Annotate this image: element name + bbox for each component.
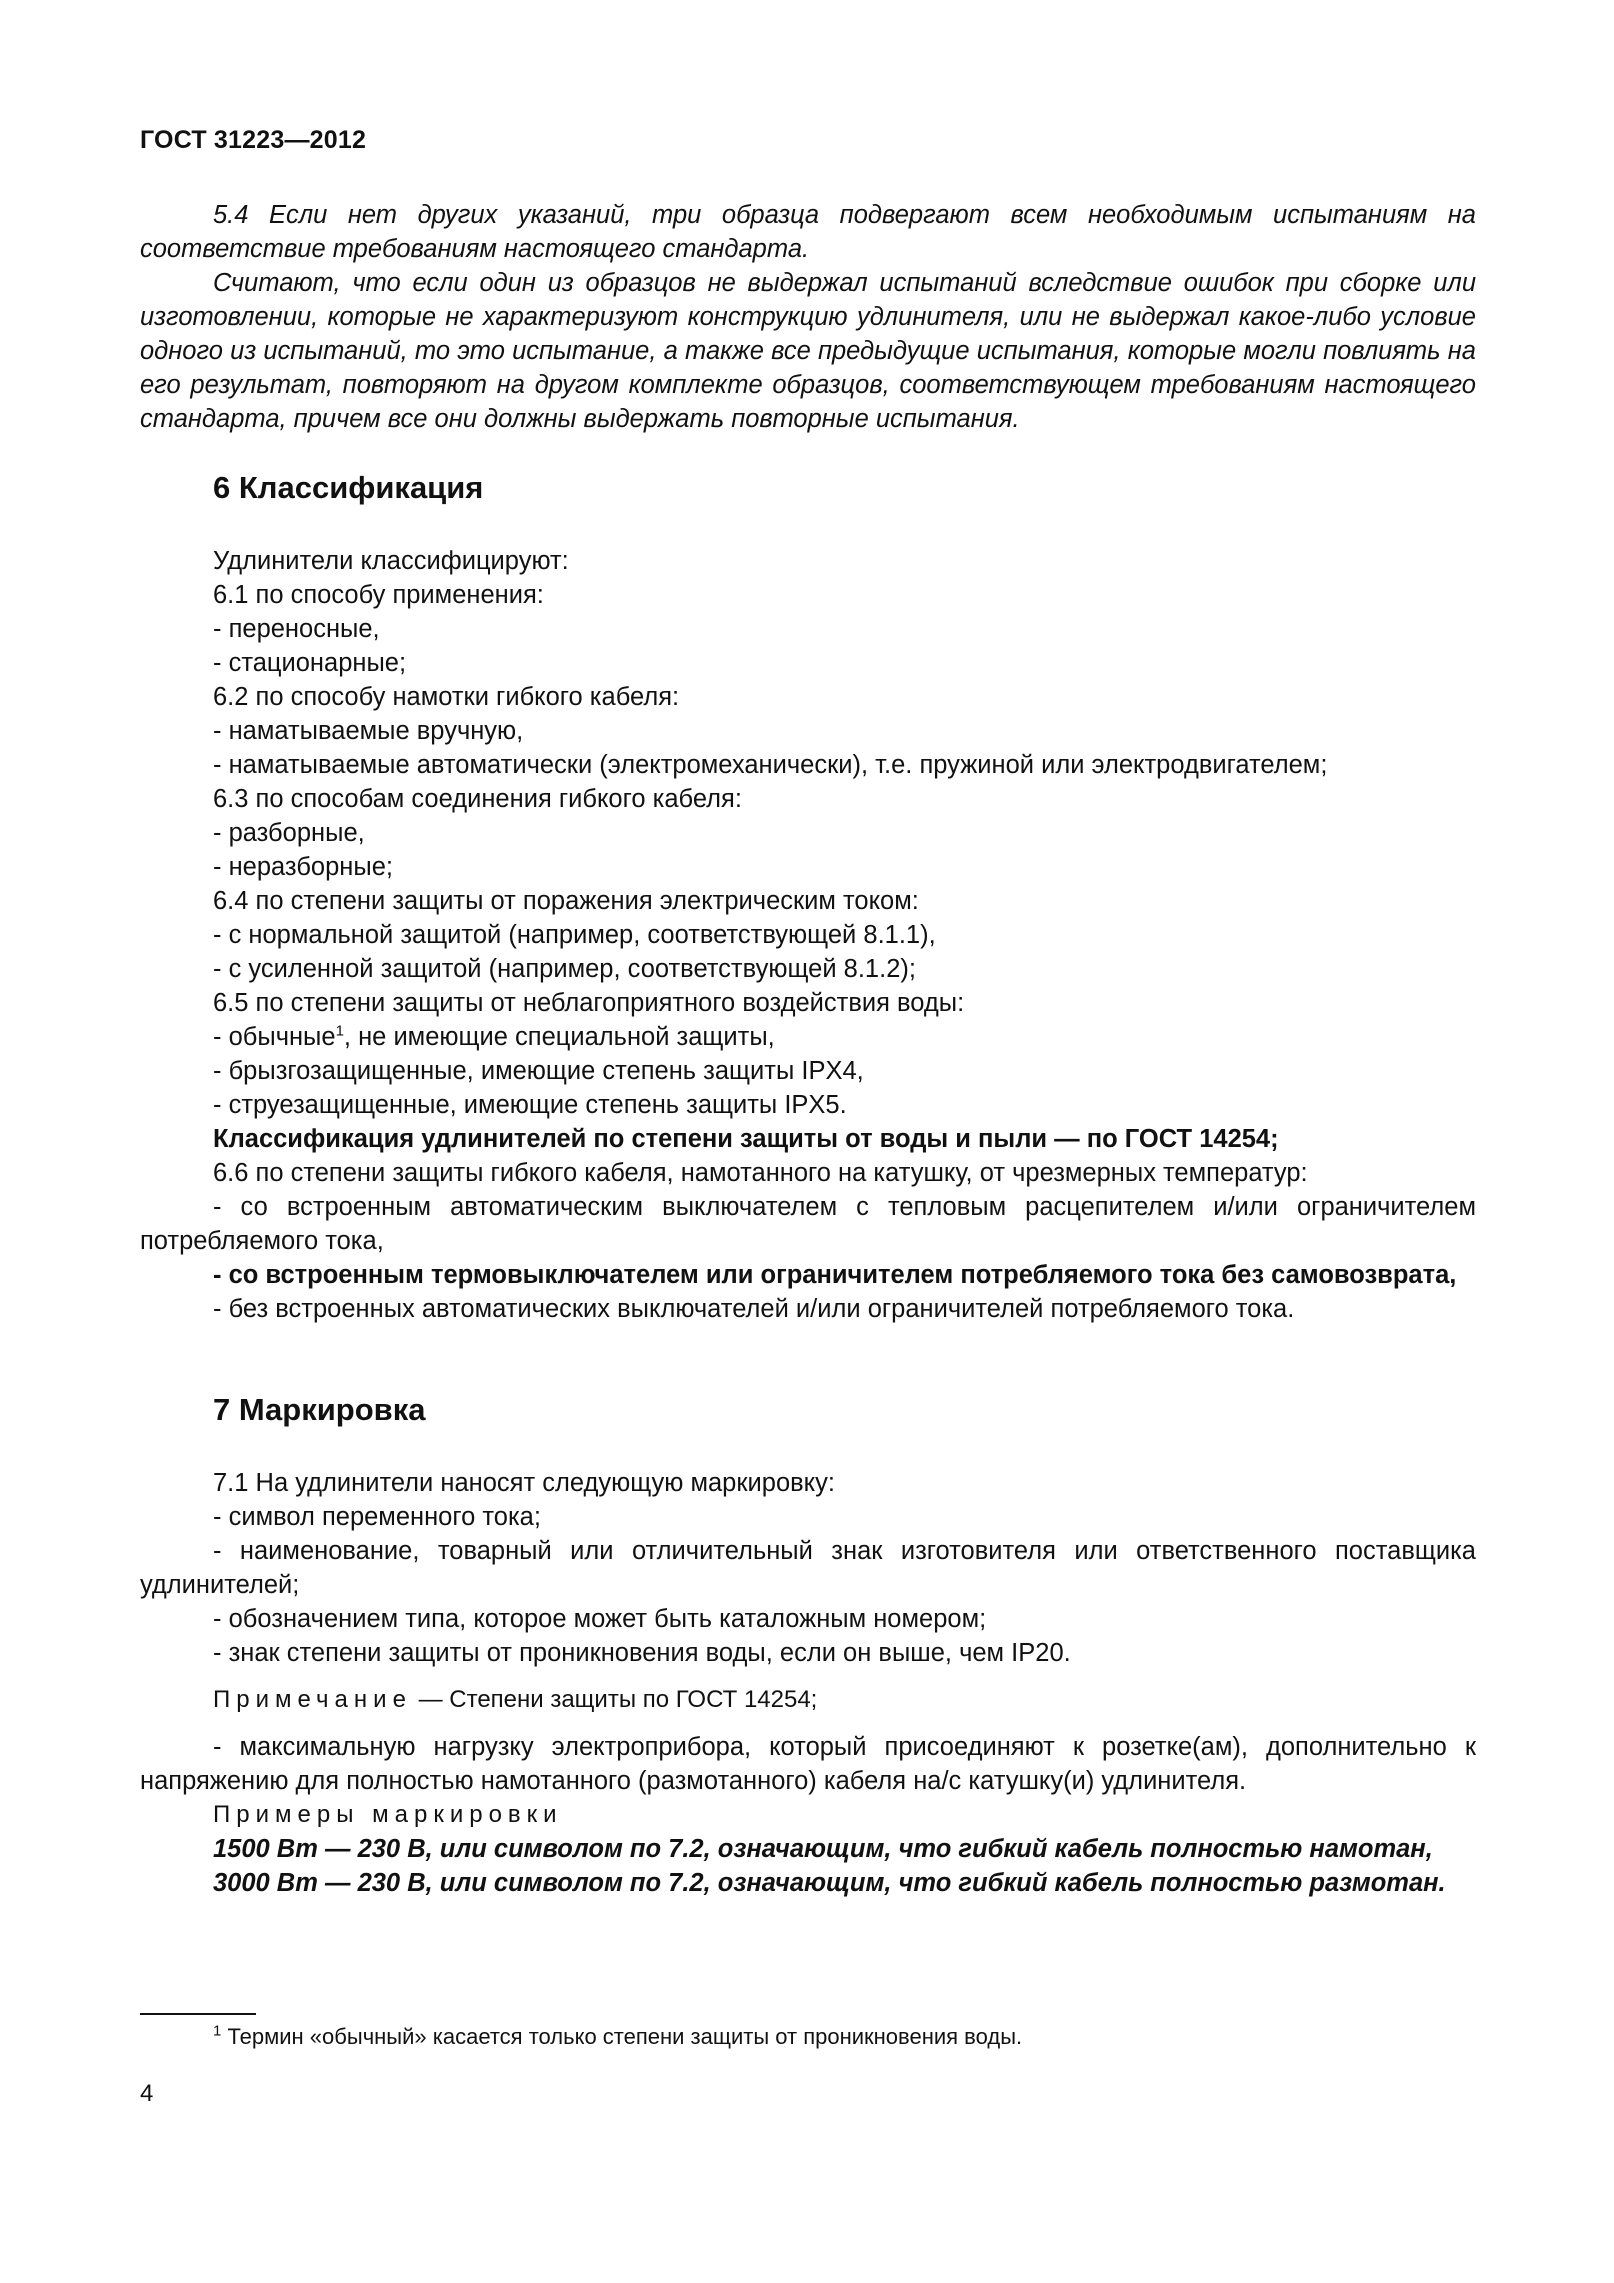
classification-line: 6.6 по степени защиты гибкого кабеля, намотанного на катушку, от чрезмерных температур: <box>213 1159 1308 1187</box>
classification-line: 6.1 по способу применения: <box>213 581 544 609</box>
note-label: Примечание <box>213 1686 412 1713</box>
section-6 <box>140 470 1476 506</box>
section-7 <box>140 1392 1476 1428</box>
classification-line: 6.4 по степени защиты от поражения электрическим током: <box>213 887 919 915</box>
marking-item: - максимальную нагрузку электроприбора, который присоединяют к розетке(ам), дополнительно к напряжению для полностью намотанного (размотанного) кабеля на/с катушку(и) удлинителя. <box>140 1733 1476 1795</box>
paragraph-retest: Считают, что если один из образцов не выдержал испытаний вследствие ошибок при сборке или изготовлении, которые не характеризуют конструкцию удлинителя, или не выдержал какое-либо условие одного из испытаний, то это испытание, а также все предыдущие испытания, которые могли повлиять на его результат, повторяют на другом комплекте образцов, соответствующем требованиям настоящего стандарта, причем все они должны выдержать повторные испытания. <box>140 269 1476 433</box>
footnote-divider <box>140 2013 256 2015</box>
classification-line: - переносные, <box>213 615 380 643</box>
classification-line: - наматываемые вручную, <box>213 717 524 745</box>
footnote-ref: 1 <box>335 1022 344 1040</box>
classification-line-ordinary <box>140 1020 1476 1054</box>
section-6-title: 6 Классификация <box>213 470 484 505</box>
marking-item: - обозначением типа, которое может быть каталожным номером; <box>213 1605 987 1633</box>
footnote-text: Термин «обычный» касается только степени защиты от проникновения воды. <box>221 2024 1023 2049</box>
ordinary-text: - обычные <box>213 1023 336 1051</box>
section-7-body <box>140 1466 1476 1900</box>
classification-line: - струезащищенные, имеющие степень защиты IPX5. <box>213 1091 847 1119</box>
marking-intro: 7.1 На удлинители наносят следующую маркировку: <box>213 1469 835 1497</box>
classification-line: - с усиленной защитой (например, соответствующей 8.1.2); <box>213 955 916 983</box>
footnote <box>213 2024 1022 2050</box>
classification-line: - наматываемые автоматически (электромеханически), т.е. пружиной или электродвигателем; <box>213 751 1328 779</box>
classification-line: - без встроенных автоматических выключателей и/или ограничителей потребляемого тока. <box>213 1295 1295 1323</box>
classification-line: Удлинители классифицируют: <box>213 547 569 575</box>
marking-example: 1500 Вт — 230 В, или символом по 7.2, означающим, что гибкий кабель полностью намотан, <box>213 1835 1433 1863</box>
page-number: 4 <box>140 2080 154 2107</box>
classification-line: - брызгозащищенные, имеющие степень защиты IPX4, <box>213 1057 864 1085</box>
classification-line: - с нормальной защитой (например, соответствующей 8.1.1), <box>213 921 936 949</box>
examples-label: Примеры маркировки <box>213 1801 563 1828</box>
marking-example: 3000 Вт — 230 В, или символом по 7.2, означающим, что гибкий кабель полностью размотан. <box>213 1869 1446 1897</box>
marking-item: - знак степени защиты от проникновения воды, если он выше, чем IP20. <box>213 1639 1071 1667</box>
bold-classification-line: Классификация удлинителей по степени защиты от воды и пыли — по ГОСТ 14254; <box>213 1125 1279 1153</box>
ordinary-text-rest: , не имеющие специальной защиты, <box>343 1023 775 1051</box>
classification-line: - неразборные; <box>213 853 393 881</box>
classification-line: - стационарные; <box>213 649 407 677</box>
marking-item: - наименование, товарный или отличительный знак изготовителя или ответственного поставщика удлинителей; <box>140 1537 1476 1599</box>
classification-line: 6.2 по способу намотки гибкого кабеля: <box>213 683 680 711</box>
paragraph-5-4: 5.4 Если нет других указаний, три образца подвергают всем необходимым испытаниям на соответствие требованиям настоящего стандарта. <box>140 201 1476 263</box>
section-5-4 <box>140 198 1476 436</box>
footnote-mark: 1 <box>213 2022 222 2040</box>
classification-line: 6.3 по способам соединения гибкого кабеля: <box>213 785 742 813</box>
bold-classification-line: - со встроенным термовыключателем или ограничителем потребляемого тока без самовозврата, <box>213 1261 1457 1289</box>
note-text: — Степени защиты по ГОСТ 14254; <box>411 1686 818 1713</box>
classification-line: 6.5 по степени защиты от неблагоприятного воздействия воды: <box>213 989 965 1017</box>
document-header: ГОСТ 31223—2012 <box>140 126 367 154</box>
classification-line: - разборные, <box>213 819 365 847</box>
marking-item: - символ переменного тока; <box>213 1503 541 1531</box>
section-6-body <box>140 544 1476 1326</box>
classification-line: - со встроенным автоматическим выключателем с тепловым расцепителем и/или ограничителем потребляемого тока, <box>140 1193 1476 1255</box>
marking-note <box>140 1684 1476 1716</box>
section-7-title: 7 Маркировка <box>213 1392 426 1427</box>
